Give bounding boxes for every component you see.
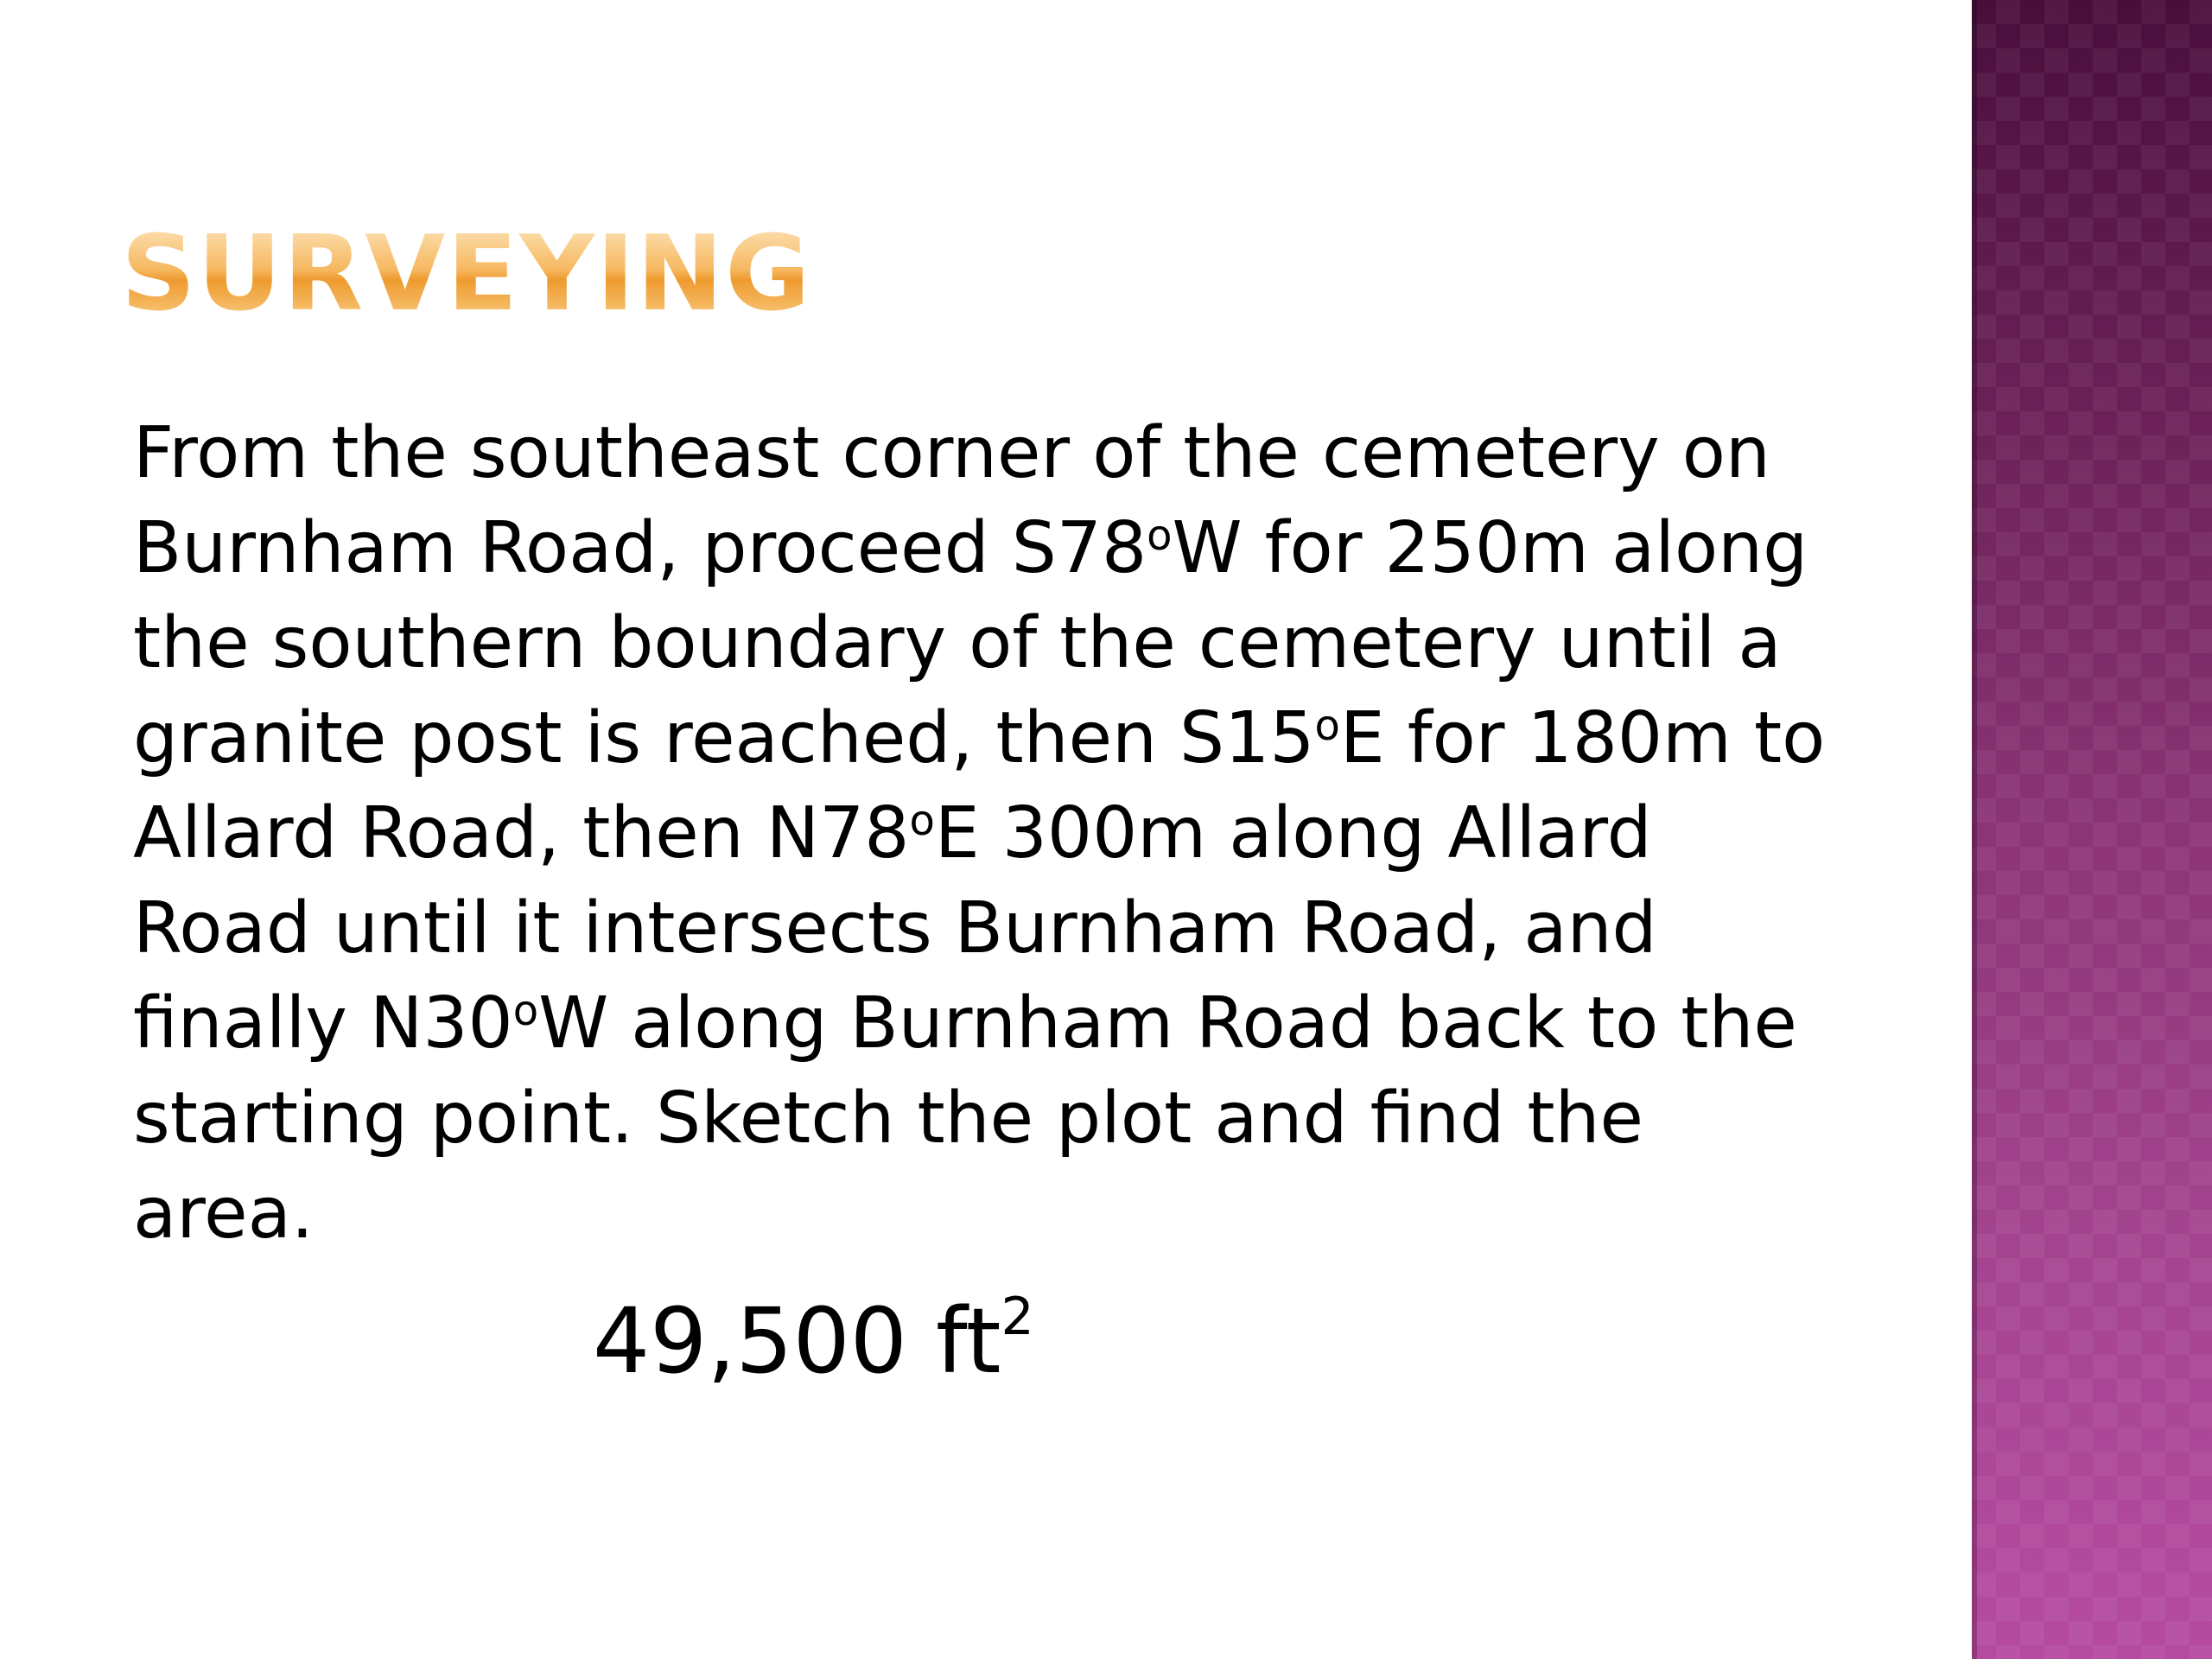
degree-mark: o xyxy=(512,987,539,1035)
problem-line-7: finally N30$^o$W along Burnham Road back to the xyxy=(133,982,1797,1065)
side-band-edge xyxy=(1972,0,1977,1659)
problem-line-8: starting point. Sketch the plot and find the xyxy=(133,1077,1643,1160)
problem-line-5: Allard Road, then N78$^o$E 300m along Allard xyxy=(133,792,1652,874)
degree-mark: o xyxy=(1314,702,1340,750)
degree-mark: o xyxy=(909,797,935,845)
problem-line-1: From the southeast corner of the cemetery on xyxy=(133,412,1770,494)
slide-title: SURVEYING xyxy=(121,214,812,334)
degree-mark: o xyxy=(1147,512,1173,560)
problem-line-2: Burnham Road, proceed S78$^o$W for 250m along xyxy=(133,507,1808,589)
problem-line-3: the southern boundary of the cemetery until a xyxy=(133,602,1782,684)
answer-value: 49,500 ft xyxy=(593,1288,1001,1394)
answer-area xyxy=(593,1287,1034,1394)
decorative-side-band xyxy=(1972,0,2212,1659)
problem-line-4: granite post is reached, then S15$^o$E for 180m to xyxy=(133,697,1826,779)
problem-text xyxy=(133,406,1948,1262)
answer-exponent: 2 xyxy=(1001,1287,1034,1347)
side-band-pattern xyxy=(1972,0,2212,1659)
problem-line-9: area. xyxy=(133,1173,314,1255)
problem-line-6: Road until it intersects Burnham Road, and xyxy=(133,887,1657,969)
